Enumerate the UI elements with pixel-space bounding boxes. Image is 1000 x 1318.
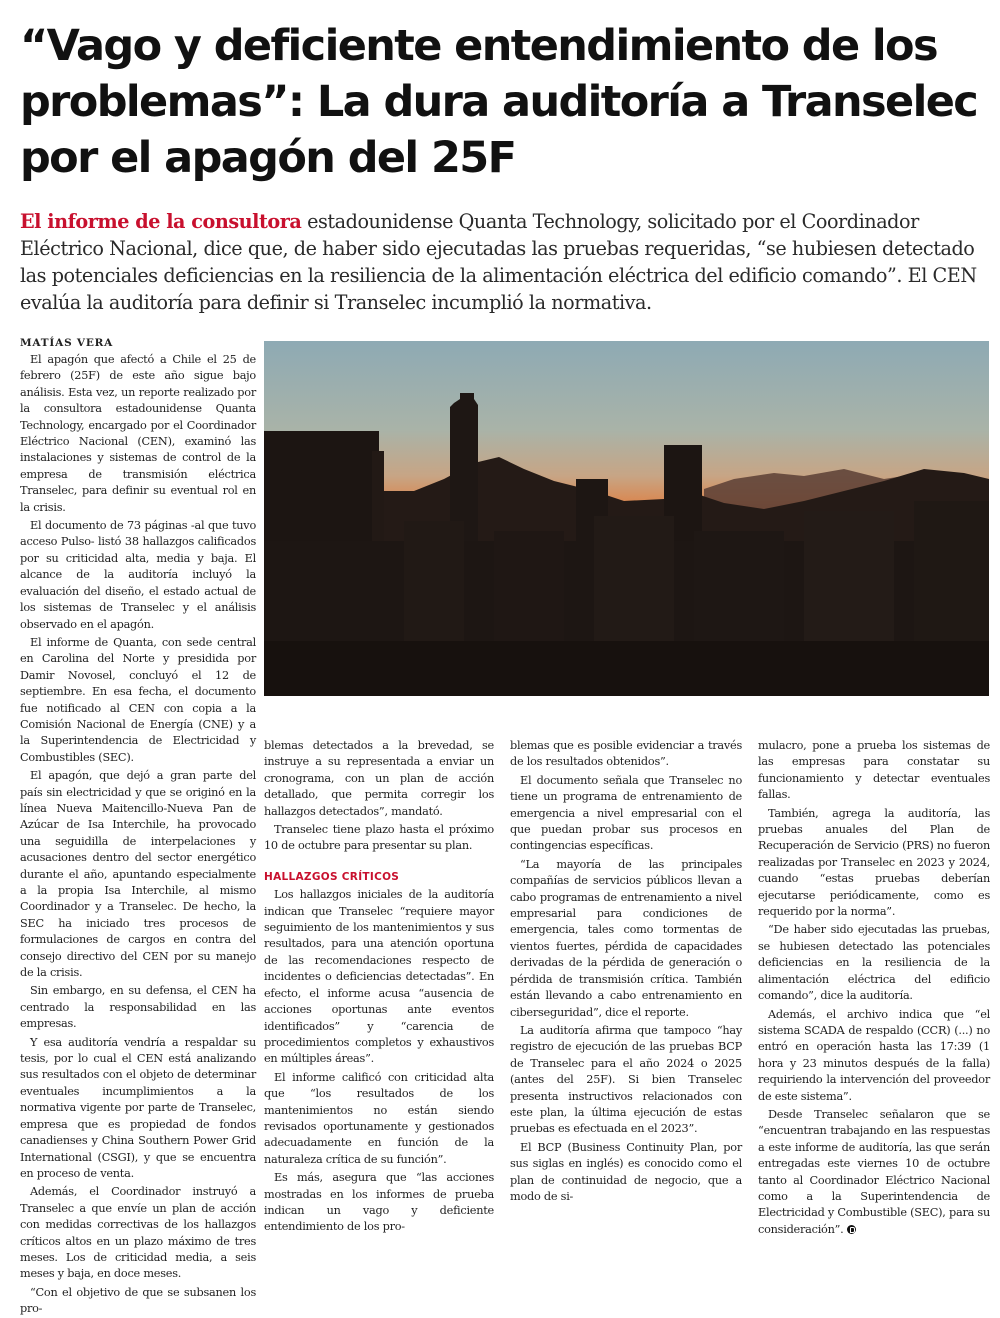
lead-kicker: El informe de la consultora — [20, 210, 302, 233]
paragraph: Transelec tiene plazo hasta el próximo 10 de octubre para presentar su plan. — [264, 823, 494, 853]
section-subhead: HALLAZGOS CRÍTICOS — [264, 870, 400, 883]
end-of-article-icon — [847, 1225, 856, 1234]
paragraph: Además, el archivo indica que “el sistema SCADA de respaldo (CCR) (...) no entró en operación hasta las 17:39 (1 hora y 23 minutos después de la falla) requiriendo la intervención del proveedor de este sistema”. — [758, 1007, 990, 1103]
paragraph: El informe calificó con criticidad alta que “los resultados de los mantenimientos no están siendo revisados oportunamente y gestionados adecuadamente en función de la naturaleza crítica de su función”. — [264, 1070, 494, 1166]
paragraph: Y esa auditoría vendría a respaldar su tesis, por lo cual el CEN está analizando sus resultados con el objeto de determinar eventuales incumplimientos a la normativa vigente por parte de Transelec, empresa que es propiedad de fondos canadienses y China Southern Power Grid International (CSGI), y que se encuentra en proceso de venta. — [20, 1035, 256, 1180]
paragraph: El apagón, que dejó a gran parte del país sin electricidad y que se originó en la línea Nueva Maitencillo-Nueva Pan de Azúcar de Isa Interchile, ha provocado una seguidilla de interpelaciones y acusaciones dentro del sector energético durante el año, apuntando especialmente a la propia Isa Interchile, al mismo Coordinador y a Transelec. De hecho, la SEC ha iniciado tres procesos de formulaciones de cargos en contra del consejo directivo del CEN por su manejo de la crisis. — [20, 769, 256, 980]
column-4 — [758, 738, 990, 1238]
paragraph: La auditoría afirma que tampoco “hay registro de ejecución de las pruebas BCP de Transelec para el año 2024 o 2025 (antes del 25F). Si bien Transelec presenta instructivos relacionados con este plan, la última ejecución de estas pruebas es efectuada en el 2023”. — [510, 1023, 742, 1136]
paragraph: También, agrega la auditoría, las pruebas anuales del Plan de Recuperación de Servicio (PRS) no fueron realizadas por Transelec en 2023 y 2024, cuando “estas pruebas deberían ejecutarse periódicamente, como es requerido por la norma”. — [758, 806, 990, 919]
column-2 — [264, 738, 494, 1236]
paragraph: El documento señala que Transelec no tiene un programa de entrenamiento de emergencia a nivel empresarial con el que puedan probar sus procesos en contingencias específicas. — [510, 773, 742, 853]
paragraph: Sin embargo, en su defensa, el CEN ha centrado la responsabilidad en las empresas. — [20, 984, 256, 1031]
paragraph-continuation: mulacro, pone a prueba los sistemas de las empresas para constatar su funcionamiento y detectar eventuales fallas. — [758, 739, 990, 802]
paragraph-continuation: blemas detectados a la brevedad, se instruye a su representada a enviar un cronograma, con un plan de acción detallado, que permita corregir los hallazgos detectados”, mandató. — [264, 739, 494, 818]
lead-paragraph — [20, 208, 980, 316]
column-1 — [20, 352, 256, 1318]
paragraph: Los hallazgos iniciales de la auditoría indican que Transelec “requiere mayor seguimiento de los mantenimientos y sus resultados, para una atención oportuna de las recomendaciones respecto de incidentes o deficiencias detectadas”. En efecto, el informe acusa “ausencia de acciones oportunas ante eventos identificados” y “carencia de procedimientos completos y exhaustivos en múltiples áreas”. — [264, 888, 494, 1066]
paragraph-continuation: blemas que es posible evidenciar a través de los resultados obtenidos”. — [510, 739, 742, 769]
paragraph: “Con el objetivo de que se subsanen los pro- — [20, 1285, 256, 1316]
byline: MATÍAS VERA — [20, 337, 114, 349]
paragraph: El informe de Quanta, con sede central en Carolina del Norte y presidida por Damir Novosel, concluyó el 12 de septiembre. En esa fecha, el documento fue notificado al CEN con copia a la Comisión Nacional de Energía (CNE) y a la Superintendencia de Electricidad y Combustibles (SEC). — [20, 635, 256, 764]
paragraph: El documento de 73 páginas -al que tuvo acceso Pulso- listó 38 hallazgos calificados por su criticidad alta, media y baja. El alcance de la auditoría incluyó la evaluación del diseño, el estado actual de los sistemas de Transelec y el análisis observado en el apagón. — [20, 519, 256, 631]
paragraph: Además, el Coordinador instruyó a Transelec a que envíe un plan de acción con medidas correctivas de los hallazgos críticos altos en un plazo máximo de tres meses. Los de criticidad media, a seis meses y baja, en doce meses. — [20, 1185, 256, 1281]
lead-text: estadounidense Quanta Technology, solicitado por el Coordinador Eléctrico Nacional, dice que, de haber sido ejecutadas las pruebas requeridas, “se hubiesen detectado las potenciales deficiencias en la resiliencia de la alimentación eléctrica del edificio comando”. El CEN evalúa la auditoría para definir si Transelec incumplió la normativa. — [20, 210, 977, 314]
photo-illustration — [264, 341, 989, 696]
column-3 — [510, 738, 742, 1205]
paragraph: “La mayoría de las principales compañías de servicios públicos llevan a cabo programas de entrenamiento a nivel empresarial para condiciones de emergencia, tales como tormentas de vientos fuertes, pérdida de capacidades derivadas de la pérdida de generación o pérdida de transmisión crítica. También están llevando a cabo entrenamiento en ciberseguridad”, dice el reporte. — [510, 857, 742, 1019]
final-text: Desde Transelec señalaron que se “encuentran trabajando en las respuestas a este informe de auditoría, las que serán entregadas este viernes 10 de octubre tanto al Coordinador Eléctrico Nacional como a la Superintendencia de Electricidad y Combustible (SEC), para su consideración”. — [758, 1107, 991, 1236]
city-skyline-sunset-photo — [264, 341, 989, 696]
paragraph: Es más, asegura que “las acciones mostradas en los informes de prueba indican un vago y deficiente entendimiento de los pro- — [264, 1171, 494, 1234]
paragraph: El apagón que afectó a Chile el 25 de febrero (25F) de este año sigue bajo análisis. Esta vez, un reporte realizado por la consultora estadounidense Quanta Technology, encargado por el Coordinador Eléctrico Nacional (CEN), examinó las instalaciones y sistemas de control de la empresa de transmisión eléctrica Transelec, para definir su eventual rol en la crisis. — [20, 353, 256, 514]
paragraph-final — [758, 1107, 990, 1238]
paragraph: “De haber sido ejecutadas las pruebas, se hubiesen detectado las potenciales deficiencias en la resiliencia de la alimentación eléctrica del edificio comando”, dice la auditoría. — [758, 923, 990, 1003]
paragraph: El BCP (Business Continuity Plan, por sus siglas en inglés) es conocido como el plan de continuidad de negocio, que a modo de si- — [510, 1140, 742, 1203]
headline: “Vago y deficiente entendimiento de los problemas”: La dura auditoría a Transelec por el apagón del 25F — [20, 21, 978, 183]
